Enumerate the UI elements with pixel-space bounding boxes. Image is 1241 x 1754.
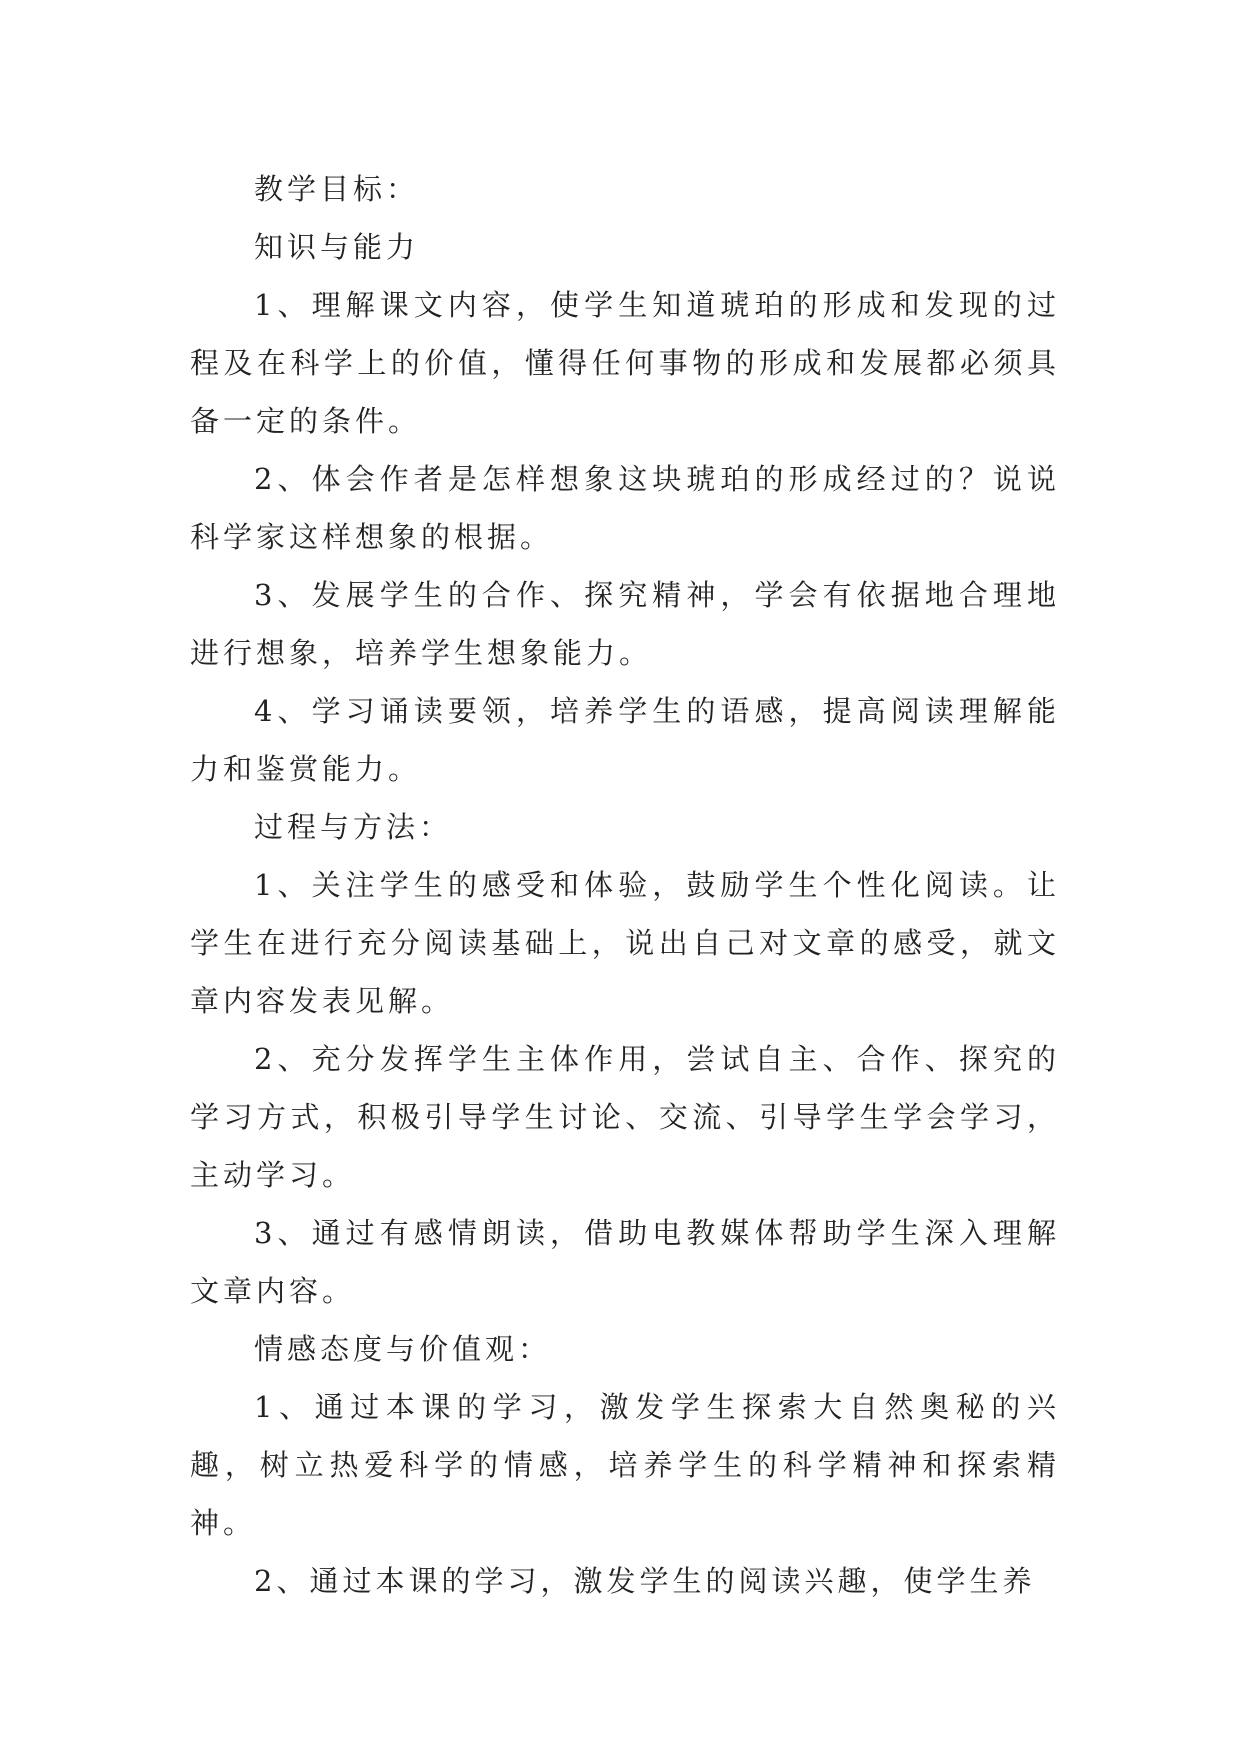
subheading-process-method: 过程与方法： bbox=[254, 810, 453, 844]
paragraph-emotion-2: 2、通过本课的学习，激发学生的阅读兴趣，使学生养 bbox=[254, 1564, 1036, 1598]
subheading-knowledge-ability: 知识与能力 bbox=[254, 230, 420, 264]
paragraph-emotion-1: 1、通过本课的学习，激发学生探索大自然奥秘的兴趣，树立热爱科学的情感，培养学生的科学精神和探索精神。 bbox=[190, 1390, 1060, 1540]
paragraph-process-3: 3、通过有感情朗读，借助电教媒体帮助学生深入理解文章内容。 bbox=[190, 1216, 1060, 1308]
heading-teaching-goals: 教学目标： bbox=[254, 172, 420, 206]
paragraph-process-2: 2、充分发挥学生主体作用，尝试自主、合作、探究的学习方式，积极引导学生讨论、交流、引导学生学会学习，主动学习。 bbox=[190, 1042, 1060, 1192]
paragraph-knowledge-2: 2、体会作者是怎样想象这块琥珀的形成经过的？说说科学家这样想象的根据。 bbox=[190, 462, 1060, 554]
subheading-emotion-values: 情感态度与价值观： bbox=[254, 1332, 552, 1366]
paragraph-knowledge-1: 1、理解课文内容，使学生知道琥珀的形成和发现的过程及在科学上的价值，懂得任何事物的形成和发展都必须具备一定的条件。 bbox=[190, 288, 1060, 438]
document-body bbox=[190, 160, 1060, 1610]
paragraph-process-1: 1、关注学生的感受和体验，鼓励学生个性化阅读。让学生在进行充分阅读基础上，说出自己对文章的感受，就文章内容发表见解。 bbox=[190, 868, 1060, 1018]
paragraph-knowledge-3: 3、发展学生的合作、探究精神，学会有依据地合理地进行想象，培养学生想象能力。 bbox=[190, 578, 1060, 670]
paragraph-knowledge-4: 4、学习诵读要领，培养学生的语感，提高阅读理解能力和鉴赏能力。 bbox=[190, 694, 1060, 786]
